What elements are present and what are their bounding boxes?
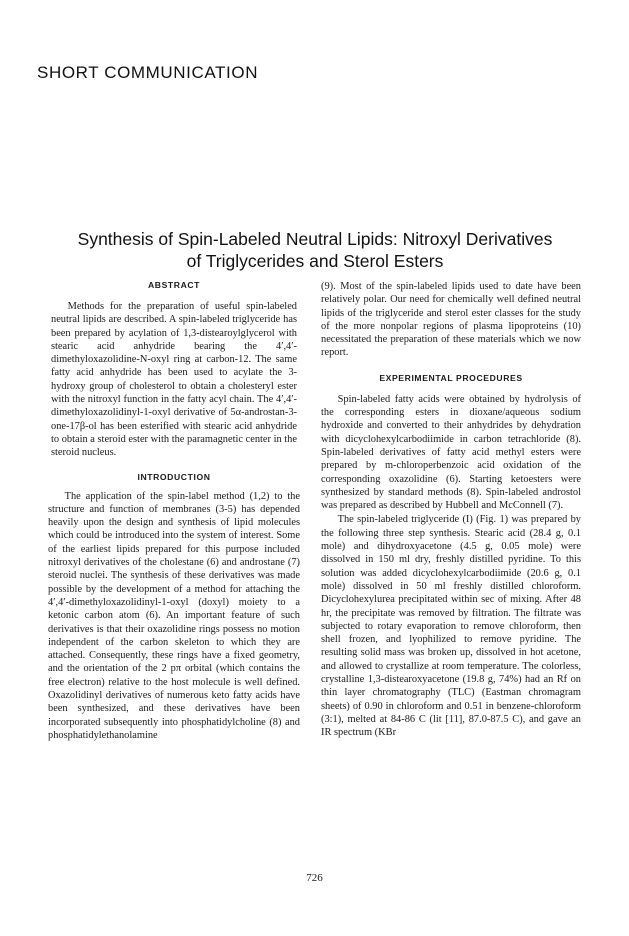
page-number: 726	[306, 872, 323, 884]
article-title	[30, 228, 600, 272]
abstract-heading: ABSTRACT	[147, 280, 201, 290]
left-column	[48, 280, 300, 742]
section-label: SHORT COMMUNICATION	[37, 63, 259, 82]
title-line-2: of Triglycerides and Sterol Esters	[186, 251, 444, 271]
experimental-paragraph-1: Spin-labeled fatty acids were obtained by hydrolysis of the corresponding esters in dioxane/aqueous sodium hydroxide and converted to their anhydrides by dehydration with dicyclohexylcarbodiimide in carbon tetrachloride (8). Spin-labeled derivatives of fatty acid methyl esters were prepared by m-chloroperbenzoic acid oxidation of the corresponding oxazolidine (6). Starting ketoesters were synthesized by standard methods (8). Spin-labeled androstol was prepared as described by Hubbell and McConnell (7).	[321, 393, 581, 512]
experimental-heading: EXPERIMENTAL PROCEDURES	[379, 372, 523, 383]
title-line-1: Synthesis of Spin-Labeled Neutral Lipids: Nitroxyl Derivatives	[77, 229, 553, 249]
abstract-text: Methods for the preparation of useful spin-labeled neutral lipids are described. A spin-labeled triglyceride has been prepared by acylation of 1,3-distearoylglycerol with stearic acid anhydride bearing the 4′,4′-dimethyloxazolidine-N-oxyl ring at carbon-12. The same fatty acid anhydride has been used to acylate the 3-hydroxy group of cholesterol to obtain a cholesteryl ester with the nitroxyl function in the fatty acyl chain. The 4′,4′-dimethyloxazolidinyl-1-oxyl derivative of 5α-androstan-3-one-17β-ol has been esterified with stearic acid anhydride to obtain a steroid ester with the paramagnetic center in the steroid nucleus.	[51, 301, 297, 459]
introduction-text: The application of the spin-label method (1,2) to the structure and function of membranes (3-5) has depended heavily upon the design and synthesis of lipid molecules which could be introduced into the system of interest. Some of the earliest lipids prepared for this purpose included nitroxyl derivatives of the cholestane (6) and androstane (7) steroid nuclei. The synthesis of these derivatives was made possible by the development of a method for attaching the 4′,4′-dimethyloxazolidinyl-1-oxyl (doxyl) moiety to a ketonic carbon atom (6). An important feature of such derivatives is that their oxazolidine rings possess no motion independent of the carbon skeleton to which they are attached. Consequently, these rings have a fixed geometry, and the orientation of the 2 pπ orbital (which contains the free electron) relative to the host molecule is well defined. Oxazolidinyl derivatives of numerous keto fatty acids have been synthesized, and these derivatives have been incorporated subsequently into phosphatidylcholine (8) and phosphatidylethanolamine	[48, 490, 300, 741]
experimental-paragraph-2: The spin-labeled triglyceride (I) (Fig. 1) was prepared by the following three step synthesis. Stearic acid (28.4 g, 0.1 mole) and dihydroxyacetone (4.5 g, 0.05 mole) were dissolved in 150 ml dry, freshly distilled pyridine. To this solution was added dicyclohexylcarbodiimide (20.6 g, 0.1 mole) dissolved in 50 ml freshly distilled chloroform. Dicyclohexylurea precipitated within sec of mixing. After 48 hr, the precipitate was removed by filtration. The filtrate was subjected to rotary evaporation to remove chloroform, then shell frozen, and lyophilized to remove pyridine. The resulting solid mass was broken up, dissolved in hot acetone, and allowed to crystallize at room temperature. The colorless, crystalline 1,3-distearoxyacetone (19.8 g, 74%) had an Rf on thin layer chromatography (TLC) (Eastman chromagram sheets) of 0.90 in chloroform and 0.51 in benzene-chloroform (3:1), melted at 84-86 C (lit [11], 87.0-87.5 C), and gave an IR spectrum (KBr	[321, 514, 581, 739]
right-column	[321, 280, 581, 740]
continuation-text: (9). Most of the spin-labeled lipids used to date have been relatively polar. Our need for chemically well defined neutral lipids of the triglyceride and sterol ester classes for the study of the more nonpolar regions of plasma lipoproteins (10) necessitated the preparation of these materials which we now report.	[321, 281, 581, 359]
introduction-heading: INTRODUCTION	[137, 471, 211, 482]
